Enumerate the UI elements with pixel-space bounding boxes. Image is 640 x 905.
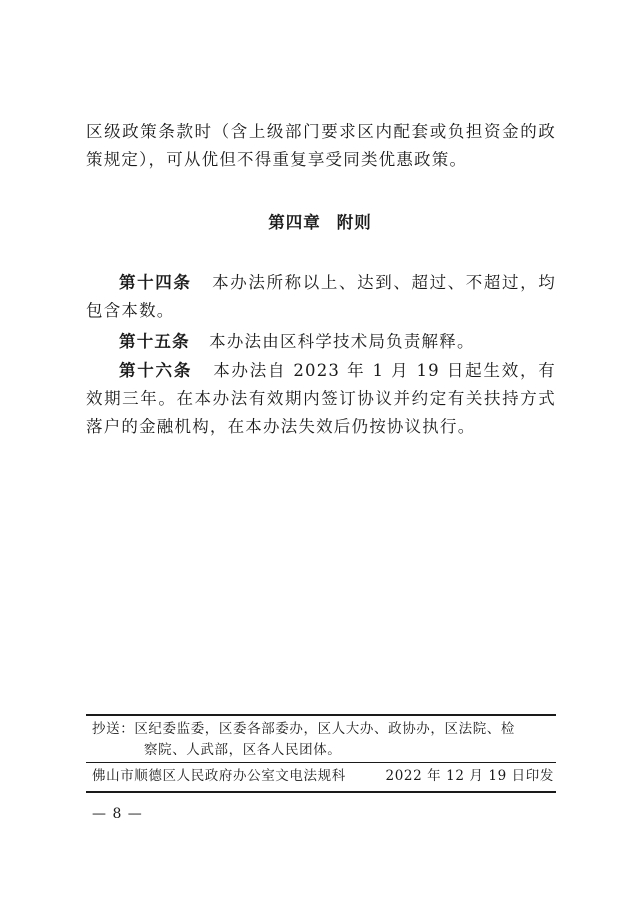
article-14: [86, 269, 556, 325]
cc-recipients-1: 区纪委监委，区委各部委办，区人大办、政协办，区法院、检: [134, 721, 516, 737]
footer-top-rule: [86, 714, 556, 716]
article-16-label: 第十六条: [119, 361, 193, 380]
article-14-text: 本办法所称以上、达到、超过、不超过，均包含本数。: [86, 273, 556, 320]
footer-middle-rule: [86, 762, 556, 763]
issuer-name: 佛山市顺德区人民政府办公室文电法规科: [92, 768, 346, 784]
chapter-title: 附则: [336, 213, 372, 232]
page-number: — 8 —: [92, 806, 143, 822]
cc-line-1: [92, 719, 554, 740]
issue-date: 2022 年 12 月 19 日印发: [385, 768, 554, 784]
article-14-label: 第十四条: [119, 273, 192, 292]
article-16-text: 本办法自 2023 年 1 月 19 日起生效，有效期三年。在本办法有效期内签订协议并约定有关扶持方式落户的金融机构，在本办法失效后仍按协议执行。: [86, 361, 556, 436]
continuation-text: 区级政策条款时（含上级部门要求区内配套或负担资金的政策规定），可从优但不得重复享受同类优惠政策。: [86, 122, 556, 169]
article-15-label: 第十五条: [119, 332, 190, 351]
cc-label: 抄送：: [92, 721, 135, 737]
article-15-text: 本办法由区科学技术局负责解释。: [209, 332, 475, 351]
footer-bottom-rule: [86, 791, 556, 793]
continuation-paragraph: [86, 118, 556, 174]
chapter-number: 第四章: [268, 213, 321, 232]
cc-recipients-2: 察院、人武部，区各人民团体。: [144, 742, 342, 758]
cc-block: [92, 719, 554, 761]
article-15: [86, 328, 556, 356]
cc-line-2: [92, 740, 554, 761]
article-16: [86, 357, 556, 441]
chapter-heading: [0, 209, 640, 233]
issuer-line: [92, 766, 554, 787]
